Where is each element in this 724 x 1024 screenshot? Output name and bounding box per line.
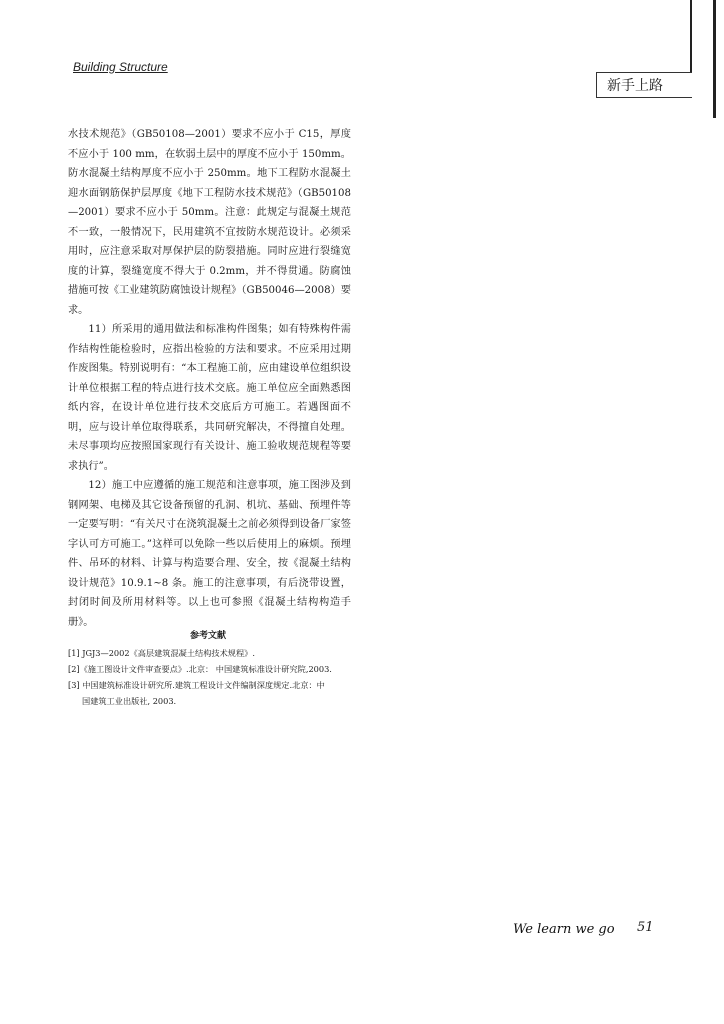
reference-item: [2]《施工图设计文件审查要点》.北京： 中国建筑标准设计研究院,2003. [68,664,332,674]
page-number: 51 [637,920,654,935]
reference-item: [1] JGJ3—2002《高层建筑混凝土结构技术规程》. [68,648,255,658]
section-tag: 新手上路 [596,72,692,98]
body-paragraph: 12）施工中应遵循的施工规范和注意事项，施工图涉及到钢网架、电梯及其它设备预留的孔洞、机坑、基础、预埋件等一定要写明：“有关尺寸在浇筑混凝土之前必须得到设备厂家签字认可方可施工。”这样可以免除一些以后使用上的麻烦。预埋件、吊环的材料、计算与构造要合理、安全，按《混凝土结构设计规范》10.9.1~8 条。施工的注意事项，有后浇带设置，封闭时间及所用材料等。以上也可参照《混凝土结构构造手册》。 [68,480,351,628]
journal-title: Building Structure [73,60,168,74]
reference-item: [3] 中国建筑标准设计研究所.建筑工程设计文件编制深度规定.北京：中 [68,680,325,690]
decorative-vertical-bar [690,0,692,75]
references-list [68,645,358,709]
references-heading: 参考文献 [190,631,227,641]
reference-item-continuation: 国建筑工业出版社, 2003. [82,696,177,706]
footer-slogan: We learn we go [513,922,615,937]
body-paragraph: 11）所采用的通用做法和标准构件图集；如有特殊构件需作结构性能检验时，应指出检验的方法和要求。不应采用过期作废图集。特别说明有：“本工程施工前，应由建设单位组织设计单位根据工程的特点进行技术交底。施工单位应全面熟悉图纸内容，在设计单位进行技术交底后方可施工。若遇图面不明，应与设计单位取得联系，共同研究解决，不得擅自处理。未尽事项均应按照国家现行有关设计、施工验收规范规程等要求执行”。 [68,324,351,472]
decorative-vertical-bar [713,0,716,118]
body-paragraph: 水技术规范》（GB50108—2001）要求不应小于 C15，厚度不应小于 100 mm，在软弱土层中的厚度不应小于 150mm。防水混凝土结构厚度不应小于 250mm。地下工程防水混凝土迎水面钢筋保护层厚度《地下工程防水技术规范》（GB50108—2001）要求不应小于 50mm。注意：此规定与混凝土规范不一致，一般情况下，民用建筑不宜按防水规范设计。必须采用时，应注意采取对厚保护层的防裂措施。同时应进行裂缝宽度的计算，裂缝宽度不得大于 0.2mm，并不得贯通。防腐蚀措施可按《工业建筑防腐蚀设计规程》（GB50046—2008）要求。 [68,129,351,316]
article-body [68,125,351,632]
